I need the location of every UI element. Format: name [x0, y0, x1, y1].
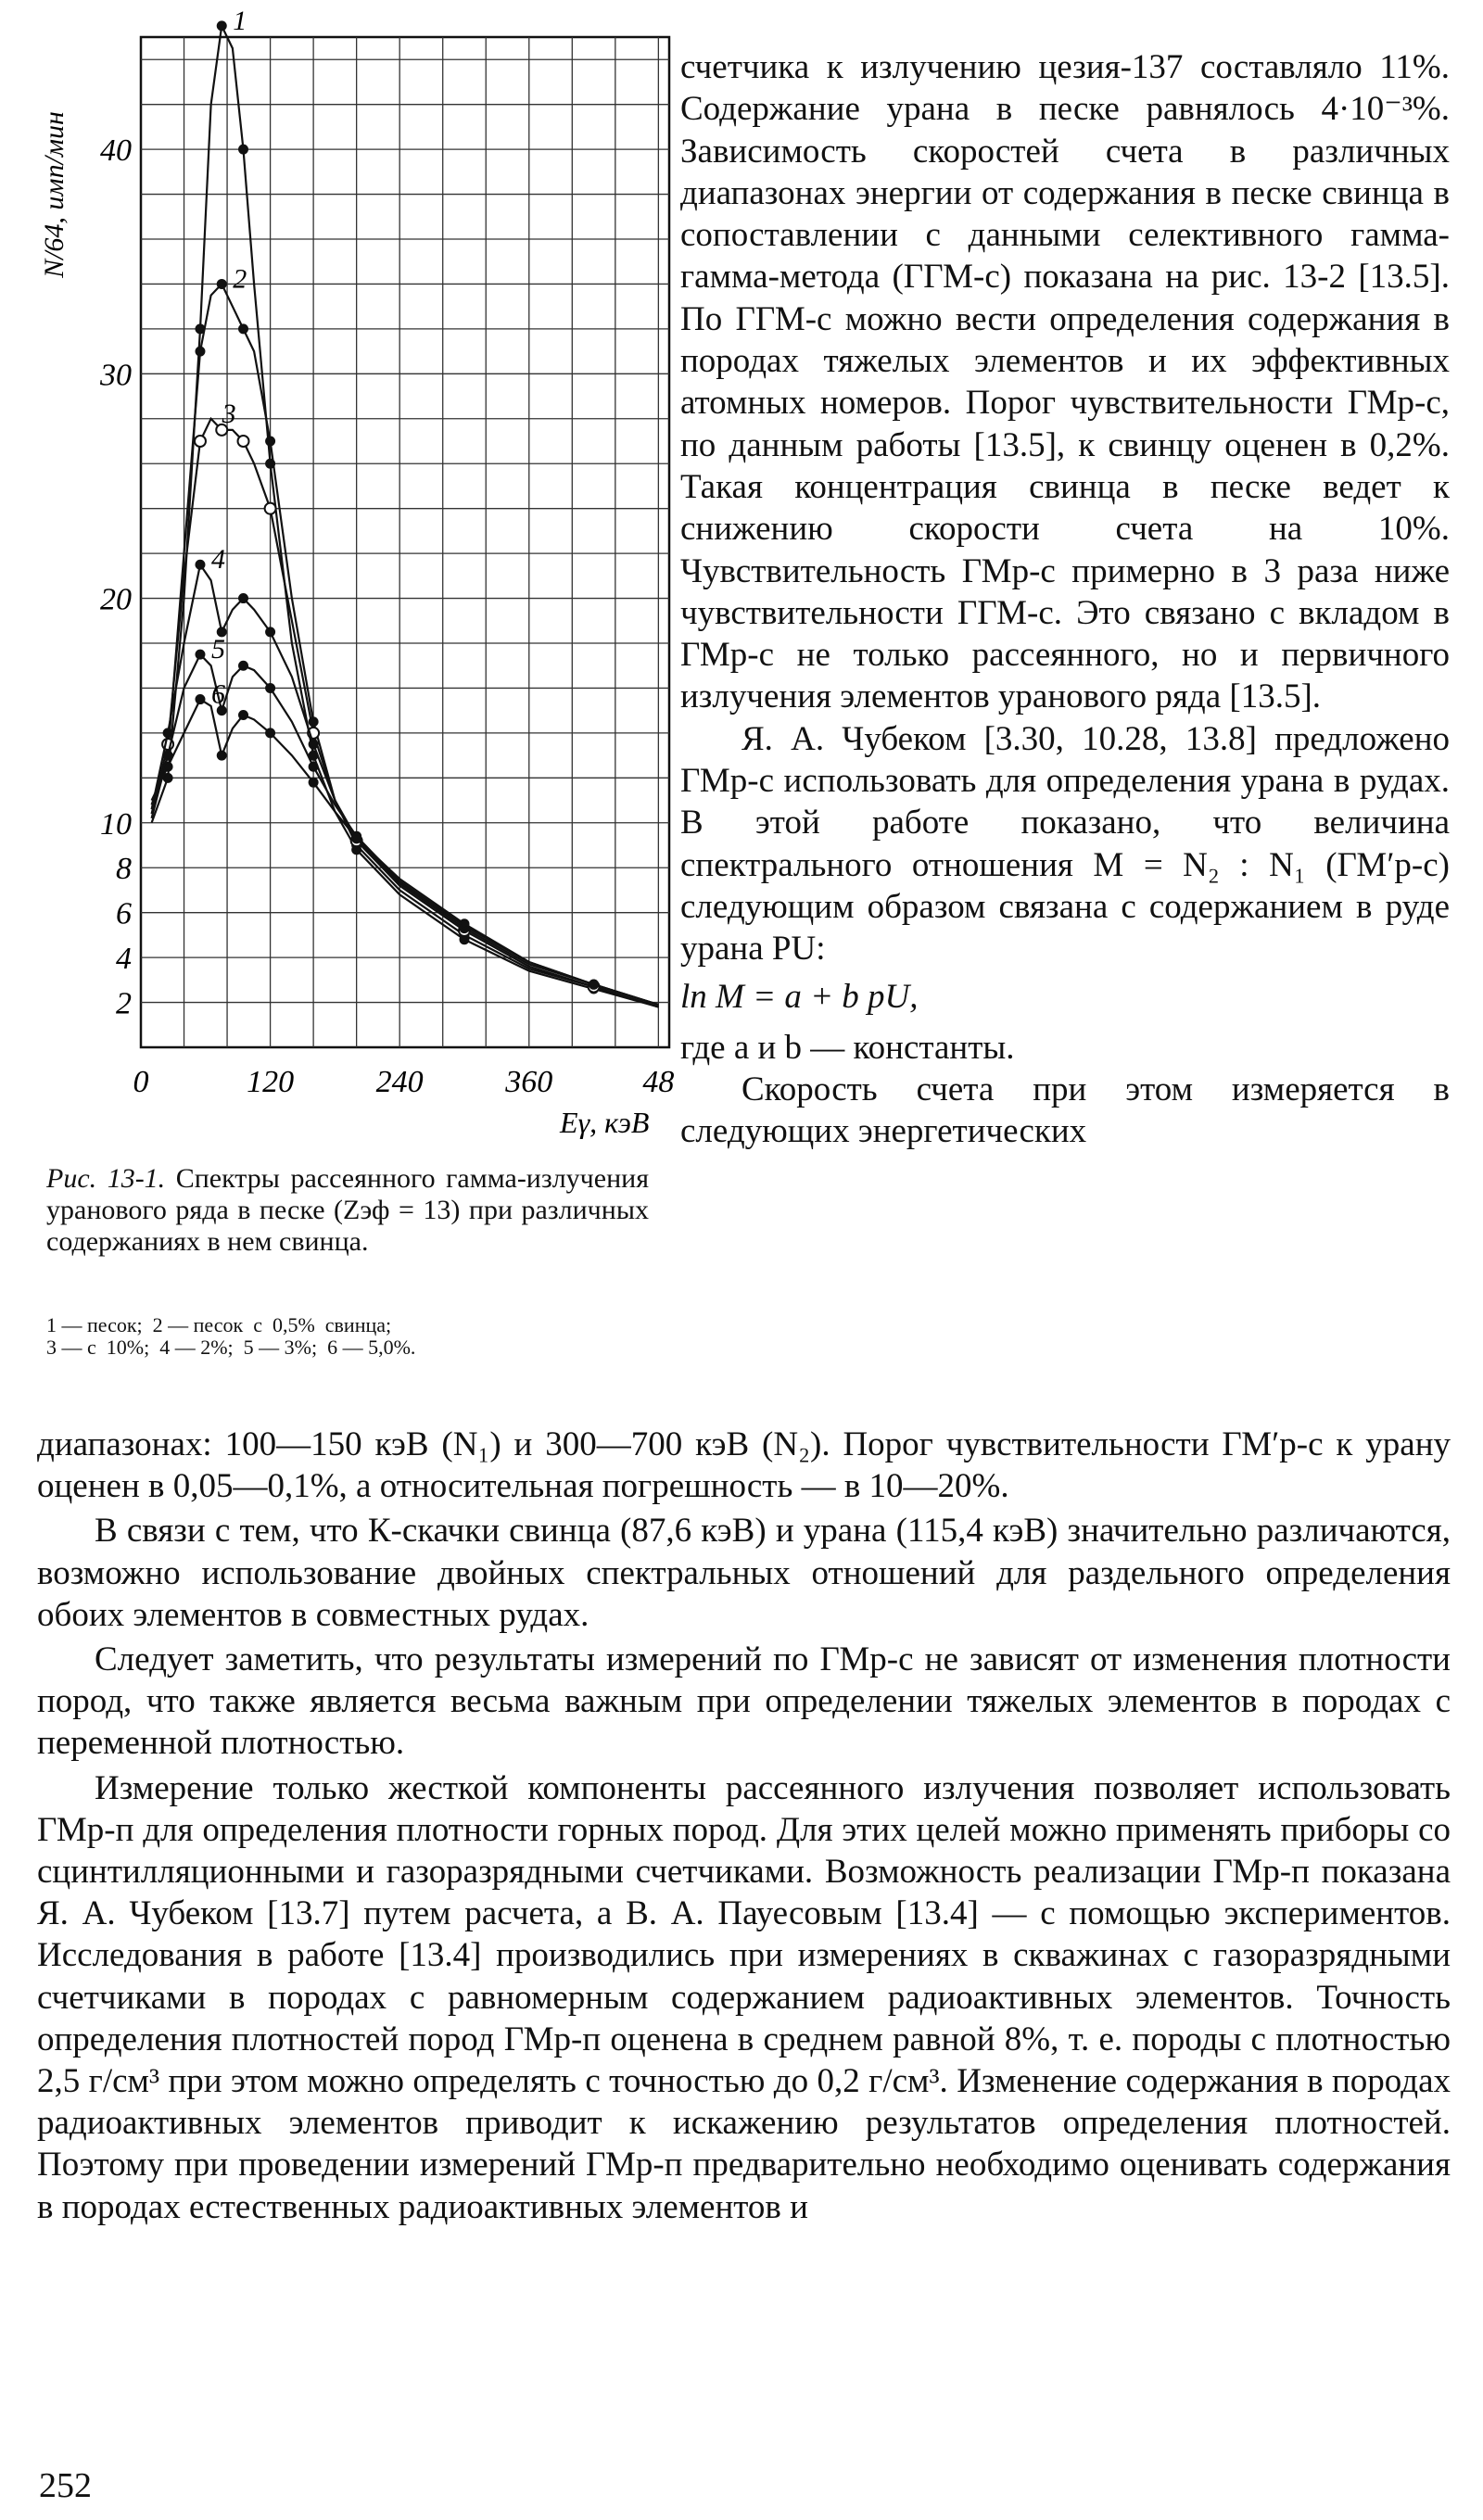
caption-label: Рис. 13-1. [46, 1163, 166, 1194]
paragraph-3: где a и b — константы. [680, 1028, 1015, 1067]
paragraph-4-continued: диапазонах: 100—150 кэВ (N₁) и 300—700 кэВ (N₂). Порог чувствительности ГМ′р-с к урану оценен в 0,05—0,1%, а относительная погрешность — в 10—20%. [37, 1425, 1451, 1506]
data-point-6 [196, 695, 204, 703]
curve-label-2: 2 [233, 263, 247, 295]
y-tick-label: 2 [116, 986, 132, 1021]
paragraph-1: счетчика к излучению цезия-137 составляло 11%. Содержание урана в песке равнялось 4·10⁻³%. Зависимость скоростей счета в различных диапазонах энергии от содержания в песке свинца в сопоставлении с данными селективного гамма-гамма-метода (ГГМ-с) показана на рис. 13-2 [13.5]. По ГГМ-с можно вести определения содержания в породах тяжелых элементов и их эффективных атомных номеров. Порог чувствительности ГМр-с, по данным работы [13.5], к свинцу оценен в 0,2%. Такая концентрация свинца в песке ведет к снижению скорости счета на 10%. Чувствительность ГМр-с примерно в 3 раза ниже чувствительности ГГМ-с. Это связано с вкладом в ГМр-с не только рассеянного, но и первичного излучения элементов уранового ряда [13.5]. [680, 48, 1450, 716]
spectra-chart [37, 5, 675, 1168]
y-tick-label: 40 [100, 133, 132, 169]
data-point-4 [164, 728, 172, 737]
paragraph-4: Скорость счета при этом измеряется в следующих энергетических [680, 1070, 1450, 1151]
y-tick-label: 20 [100, 582, 132, 617]
curve-label-3: 3 [222, 398, 236, 429]
main-text [37, 1424, 1451, 2228]
data-point-2 [196, 348, 204, 356]
y-tick-label: 10 [100, 806, 132, 842]
x-tick-label: 0 [133, 1065, 149, 1099]
paragraph-7: Измерение только жесткой компоненты рассеянного излучения позволяет использовать ГМр-п для определения плотности горных пород. Для этих целей можно применять приборы со сцинтилляционными и газоразрядными счетчиками. Возможность реализации ГМр-п показана Я. А. Чубеком [13.7] путем расчета, а В. А. Пауесовым [13.4] — с помощью экспериментов. Исследования в работе [13.4] производились при измерениях в скважинах с газоразрядными счетчиками в породах с равномерным содержанием радиоактивных элементов. Точность определения плотностей пород ГМр-п оценена в среднем равной 8%, т. е. породы с плотностью 2,5 г/см³ при этом можно определять с точностью до 0,2 г/см³. Изменение содержания в породах радиоактивных элементов приводит к искажению результатов определения плотностей. Поэтому при проведении измерений ГМр-п предварительно необходимо оценивать содержания в породах естественных радиоактивных элементов и [37, 1768, 1451, 2226]
data-point-2 [266, 437, 274, 446]
y-tick-label: 8 [116, 852, 132, 887]
caption-text: Спектры рассеянного гамма-излучения уранового ряда в песке (Zэф = 13) при различных содержаниях в нем свинца. [46, 1163, 649, 1257]
curve-label-1: 1 [233, 5, 247, 36]
data-point-1 [239, 146, 247, 154]
data-point-6 [352, 834, 361, 842]
data-point-5 [196, 651, 204, 659]
plot-frame [141, 37, 669, 1047]
data-point-4 [310, 741, 318, 749]
data-point-6 [460, 919, 468, 928]
data-point-1 [218, 21, 226, 30]
data-point-5 [239, 662, 247, 670]
data-point-4 [239, 594, 247, 602]
x-tick-label: 240 [375, 1065, 424, 1099]
x-tick-label: 360 [505, 1065, 553, 1099]
data-point-3 [195, 436, 206, 447]
data-point-6 [266, 728, 274, 737]
data-point-4 [196, 561, 204, 569]
x-tick-label: 48 [642, 1065, 675, 1099]
formula: ln M = a + b pU, [680, 977, 919, 1016]
data-point-2 [218, 280, 226, 288]
legend-line-1: 1 — песок; 2 — песок с 0,5% свинца; [46, 1313, 392, 1336]
data-point-5 [310, 763, 318, 771]
curve-label-4: 4 [210, 544, 225, 576]
data-point-3 [265, 503, 276, 514]
paragraph-6: Следует заметить, что результаты измерений по ГМр-с не зависят от изменения плотности пород, что также является весьма важным при определении тяжелых элементов в породах с переменной плотностью. [37, 1640, 1451, 1763]
figure-caption [46, 1163, 649, 1258]
paragraph-5: В связи с тем, что К-скачки свинца (87,6 кэВ) и урана (115,4 кэВ) значительно различаются, возможно использование двойных спектральных отношений для раздельного определения обоих элементов в совместных рудах. [37, 1512, 1451, 1634]
figure-13-1 [37, 5, 675, 1168]
legend-line-2: 3 — с 10%; 4 — 2%; 5 — 3%; 6 — 5,0%. [46, 1336, 416, 1359]
paragraph-2: Я. А. Чубеком [3.30, 10.28, 13.8] предложено ГМр-с использовать для определения урана в рудах. В этой работе показано, что величина спектрального отношения M = N₂ : N₁ (ГМ′р-с) следующим образом связана с содержанием в руде урана PU: [680, 719, 1450, 969]
data-point-4 [266, 627, 274, 636]
data-point-6 [589, 981, 598, 989]
data-point-6 [218, 752, 226, 760]
data-point-2 [239, 324, 247, 333]
right-column [680, 46, 1450, 1153]
page-number: 252 [39, 2466, 92, 2505]
curve-label-6: 6 [210, 678, 225, 710]
data-point-6 [239, 711, 247, 719]
data-point-5 [266, 684, 274, 692]
data-point-3 [238, 436, 249, 447]
data-point-6 [164, 763, 172, 771]
x-axis-label: Eγ, кэВ [560, 1106, 650, 1139]
data-point-6 [310, 779, 318, 787]
y-tick-label: 30 [100, 358, 132, 393]
y-axis-label: N/64, имп/мин [39, 111, 70, 278]
y-tick-label: 4 [116, 942, 132, 977]
x-tick-label: 120 [247, 1065, 295, 1099]
y-tick-label: 6 [116, 896, 132, 931]
curve-label-5: 5 [210, 634, 225, 665]
